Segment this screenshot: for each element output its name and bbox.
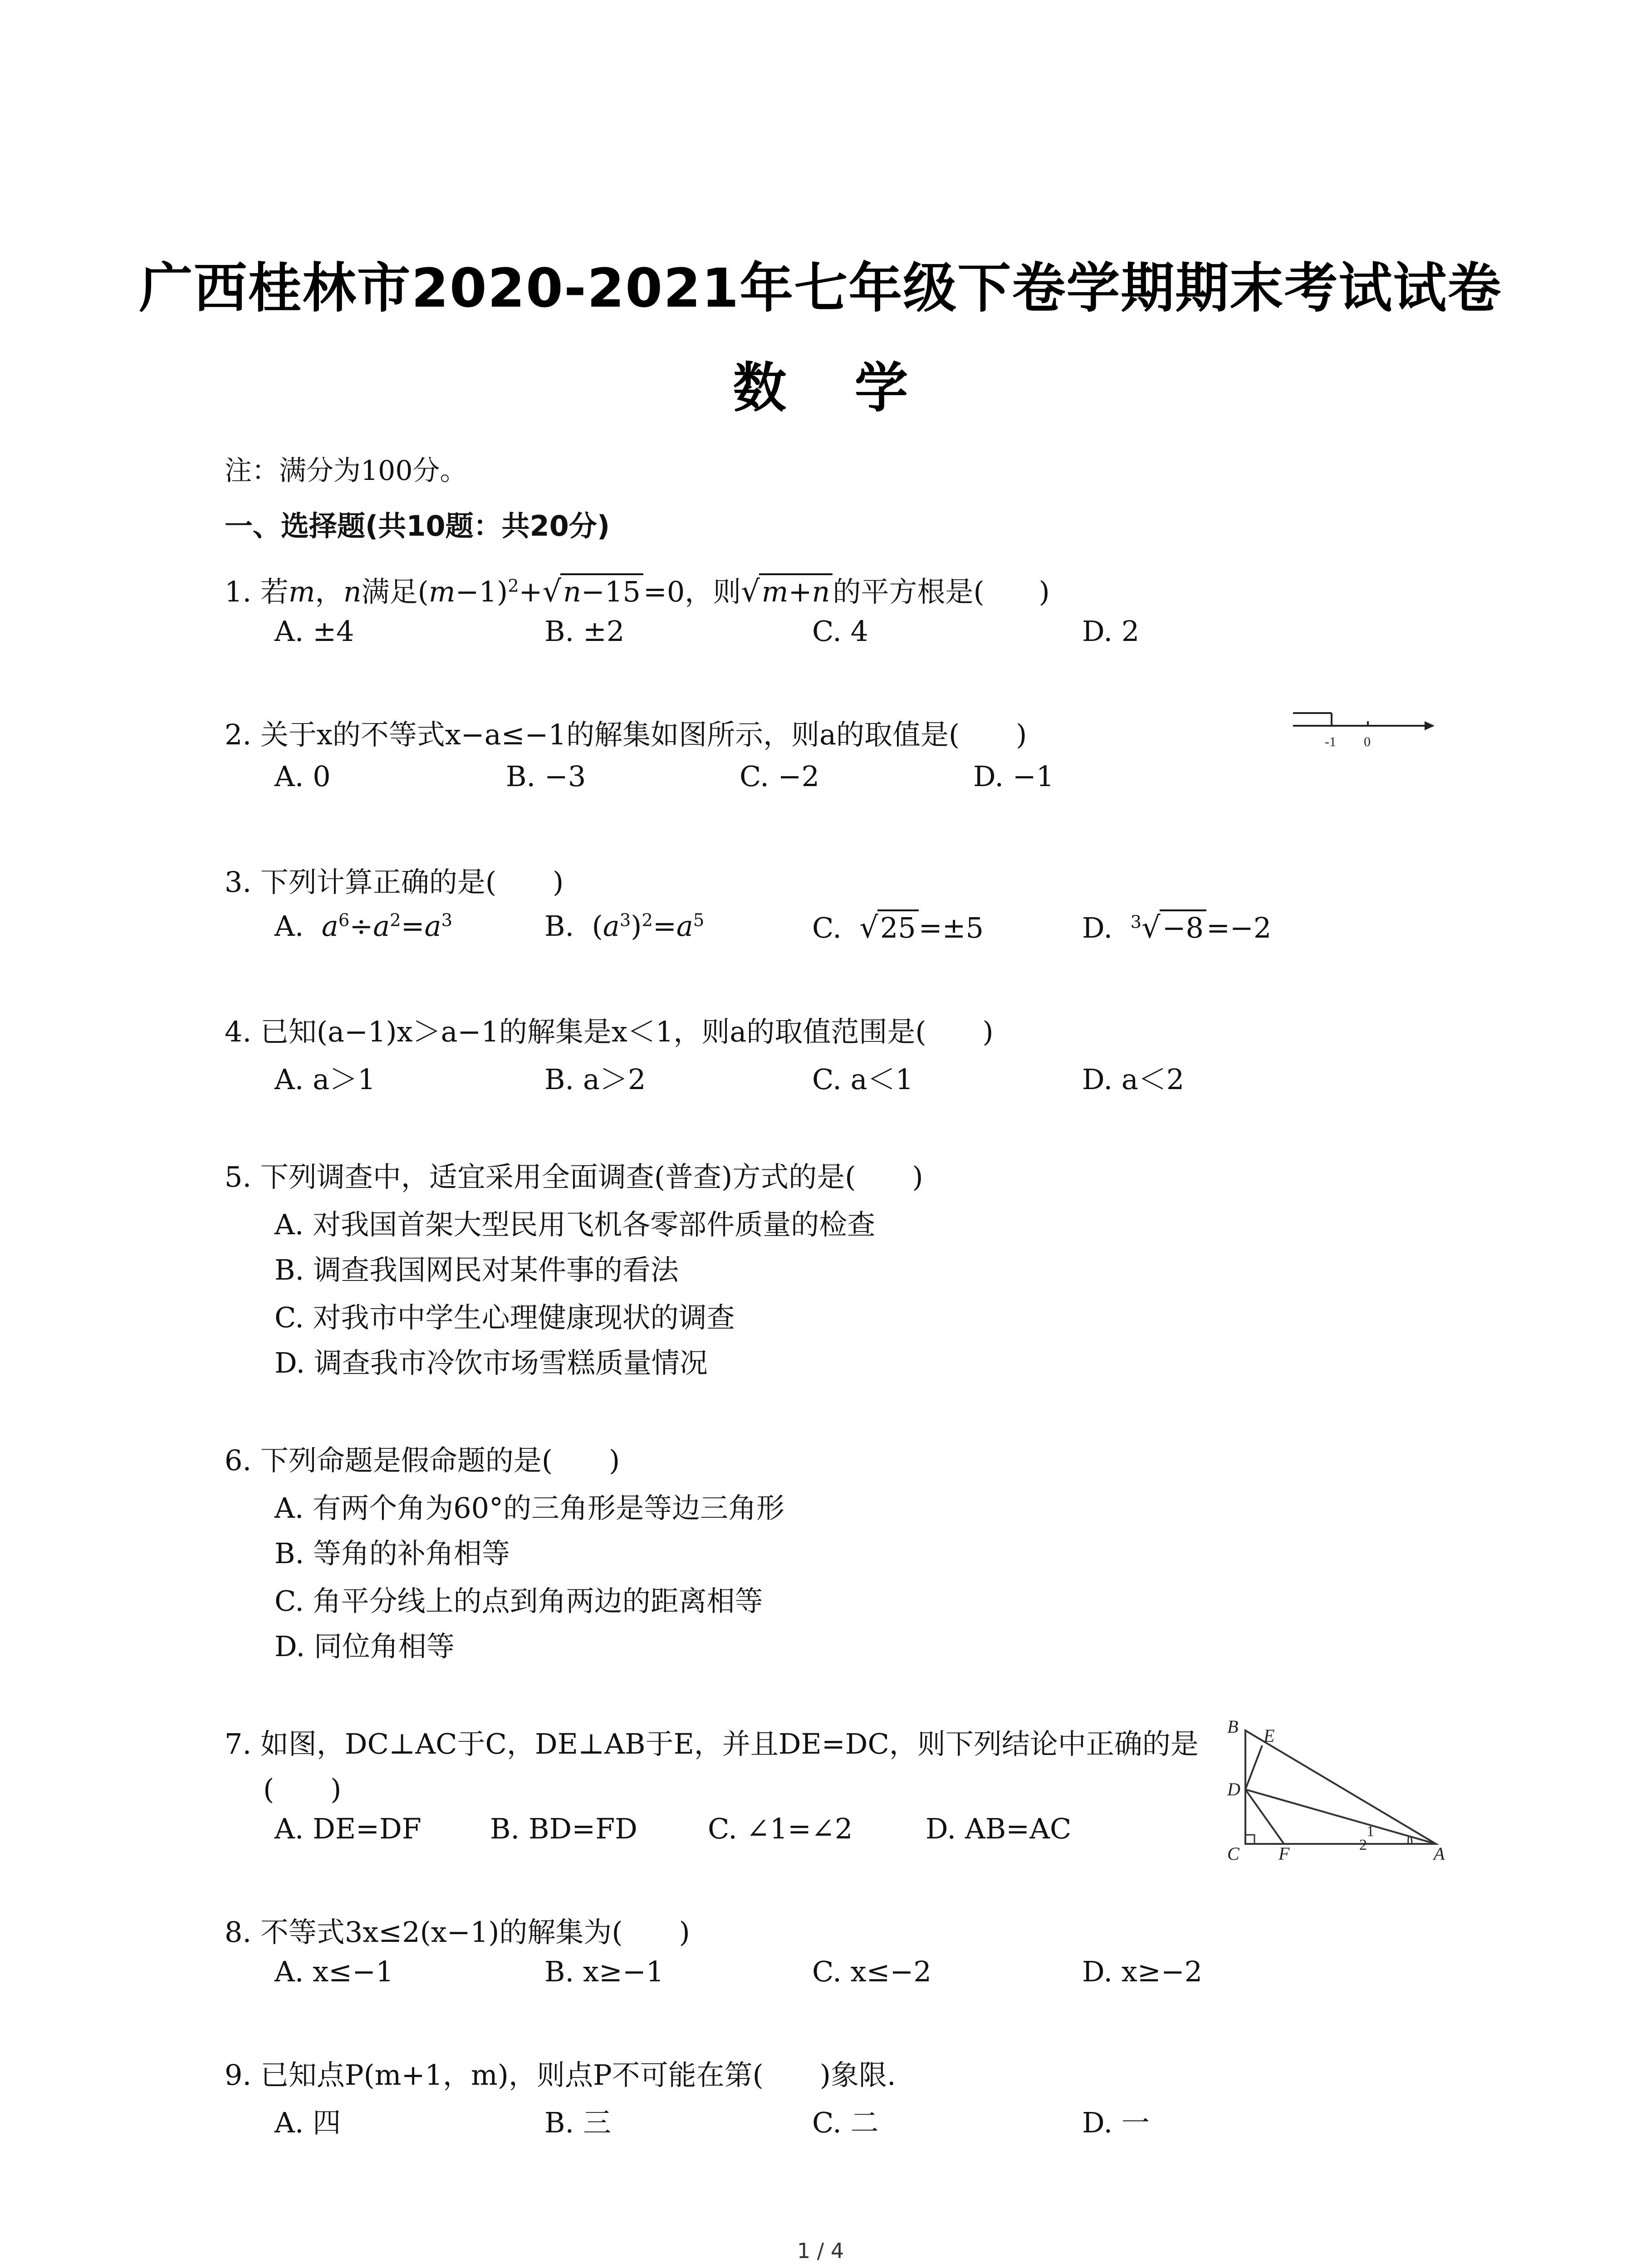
question-number: 9. bbox=[225, 2058, 252, 2092]
question-stem: 不等式3x≤2(x−1)的解集为( ) bbox=[260, 1916, 690, 1949]
q1-option-a: A. ±4 bbox=[274, 615, 354, 648]
q8-option-c: C. x≤−2 bbox=[812, 1955, 931, 1988]
label-e: E bbox=[1264, 1725, 1275, 1746]
angle-2-arc bbox=[1408, 1836, 1409, 1844]
question-stem: 已知点P(m+1，m)，则点P不可能在第( )象限. bbox=[260, 2058, 896, 2092]
score-note: 注：满分为100分。 bbox=[225, 455, 467, 487]
question-number: 1. bbox=[225, 575, 252, 608]
subject-title: 数学 bbox=[733, 357, 976, 419]
q7-option-c: C. ∠1=∠2 bbox=[708, 1812, 853, 1845]
q2-option-a: A. 0 bbox=[274, 760, 331, 793]
question-9 bbox=[225, 2053, 896, 2093]
q9-option-c: C. 二 bbox=[812, 2106, 879, 2139]
q8-option-b: B. x≥−1 bbox=[544, 1955, 664, 1988]
label-b: B bbox=[1227, 1719, 1239, 1737]
q5-option-c: C. 对我市中学生心理健康现状的调查 bbox=[274, 1301, 735, 1334]
q3-option-c: C. √25=±5 bbox=[812, 909, 984, 945]
q8-option-d: D. x≥−2 bbox=[1082, 1955, 1203, 1988]
q3-option-b: B. $(a^3)^2=a^5$ bbox=[544, 909, 705, 943]
number-line-figure bbox=[1288, 701, 1438, 760]
q2-option-c: C. −2 bbox=[740, 760, 820, 793]
label-d: D bbox=[1227, 1779, 1240, 1799]
question-6 bbox=[225, 1438, 620, 1478]
question-7-paren: ( ) bbox=[263, 1773, 342, 1806]
q9-option-a: A. 四 bbox=[274, 2106, 341, 2139]
arrow-icon bbox=[1425, 721, 1435, 730]
triangle-figure bbox=[1225, 1719, 1452, 1873]
q7-option-b: B. BD=FD bbox=[490, 1812, 637, 1845]
label-f: F bbox=[1279, 1843, 1290, 1864]
q2-option-d: D. −1 bbox=[973, 760, 1054, 793]
q8-option-a: A. x≤−1 bbox=[274, 1955, 394, 1988]
q2-option-b: B. −3 bbox=[506, 760, 586, 793]
question-stem: 如图，DC⊥AC于C，DE⊥AB于E，并且DE=DC，则下列结论中正确的是 bbox=[260, 1727, 1199, 1760]
question-number: 8. bbox=[225, 1916, 252, 1949]
question-1: 1. 若m，n满足$(m-1)^2+√n-15=0$，则√m+n的平方根是( ) bbox=[225, 569, 1050, 610]
q5-option-a: A. 对我国首架大型民用飞机各零部件质量的检查 bbox=[274, 1208, 876, 1241]
angle-1-arc bbox=[1411, 1837, 1412, 1843]
q5-option-b: B. 调查我国网民对某件事的看法 bbox=[274, 1253, 679, 1286]
q9-option-b: B. 三 bbox=[544, 2106, 611, 2139]
triangle-abc bbox=[1245, 1730, 1436, 1844]
question-8 bbox=[225, 1910, 690, 1950]
section-heading: 一、选择题(共10题：共20分) bbox=[225, 509, 610, 543]
q6-option-b: B. 等角的补角相等 bbox=[274, 1537, 510, 1570]
tick-label-minus-one: -1 bbox=[1325, 734, 1336, 749]
question-stem: 下列调查中，适宜采用全面调查(普查)方式的是( ) bbox=[260, 1160, 923, 1193]
question-stem: 下列计算正确的是( ) bbox=[260, 865, 564, 899]
question-number: 3. bbox=[225, 865, 252, 899]
q3-option-a: A. $a^6\div a^2=a^3$ bbox=[274, 909, 453, 943]
question-number: 6. bbox=[225, 1444, 252, 1477]
q4-option-c: C. a＜1 bbox=[812, 1063, 914, 1096]
right-angle-mark bbox=[1245, 1835, 1254, 1844]
q6-option-c: C. 角平分线上的点到角两边的距离相等 bbox=[274, 1584, 763, 1618]
tick-label-zero: 0 bbox=[1364, 734, 1371, 749]
question-2 bbox=[225, 712, 1027, 753]
q7-option-d: D. AB=AC bbox=[926, 1812, 1072, 1845]
question-number: 2. bbox=[225, 718, 252, 751]
question-7 bbox=[225, 1721, 1199, 1762]
question-3 bbox=[225, 860, 563, 900]
q5-option-d: D. 调查我市冷饮市场雪糕质量情况 bbox=[274, 1346, 708, 1379]
question-number: 7. bbox=[225, 1727, 252, 1760]
document-title: 广西桂林市2020-2021年七年级下卷学期期末考试试卷 bbox=[139, 257, 1502, 319]
q4-option-b: B. a＞2 bbox=[544, 1063, 646, 1096]
q1-option-b: B. ±2 bbox=[544, 615, 625, 648]
q6-option-a: A. 有两个角为60°的三角形是等边三角形 bbox=[274, 1491, 785, 1525]
segment-df bbox=[1245, 1789, 1284, 1844]
q7-option-a: A. DE=DF bbox=[274, 1812, 421, 1845]
q9-option-d: D. 一 bbox=[1082, 2106, 1150, 2139]
q3-option-d: D. $^3$√−8=−2 bbox=[1082, 909, 1271, 945]
question-4 bbox=[225, 1009, 994, 1050]
label-angle-1: 1 bbox=[1367, 1823, 1374, 1840]
segment-da bbox=[1245, 1789, 1436, 1844]
q1-option-c: C. 4 bbox=[812, 615, 869, 648]
q4-option-d: D. a＜2 bbox=[1082, 1063, 1185, 1096]
label-angle-2: 2 bbox=[1359, 1837, 1367, 1853]
q6-option-d: D. 同位角相等 bbox=[274, 1630, 455, 1663]
question-number: 4. bbox=[225, 1015, 252, 1048]
question-5 bbox=[225, 1154, 923, 1195]
question-stem: 关于x的不等式x−a≤−1的解集如图所示，则a的取值是( ) bbox=[260, 718, 1027, 751]
question-stem: 已知(a−1)x＞a−1的解集是x＜1，则a的取值范围是( ) bbox=[260, 1015, 994, 1048]
q1-option-d: D. 2 bbox=[1082, 615, 1140, 648]
label-a: A bbox=[1434, 1843, 1445, 1864]
page-number: 1 / 4 bbox=[797, 2239, 844, 2263]
question-number: 5. bbox=[225, 1160, 252, 1193]
label-c: C bbox=[1227, 1843, 1239, 1864]
segment-de bbox=[1245, 1745, 1262, 1789]
q4-option-a: A. a＞1 bbox=[274, 1063, 376, 1096]
question-stem: 下列命题是假命题的是( ) bbox=[260, 1444, 620, 1477]
